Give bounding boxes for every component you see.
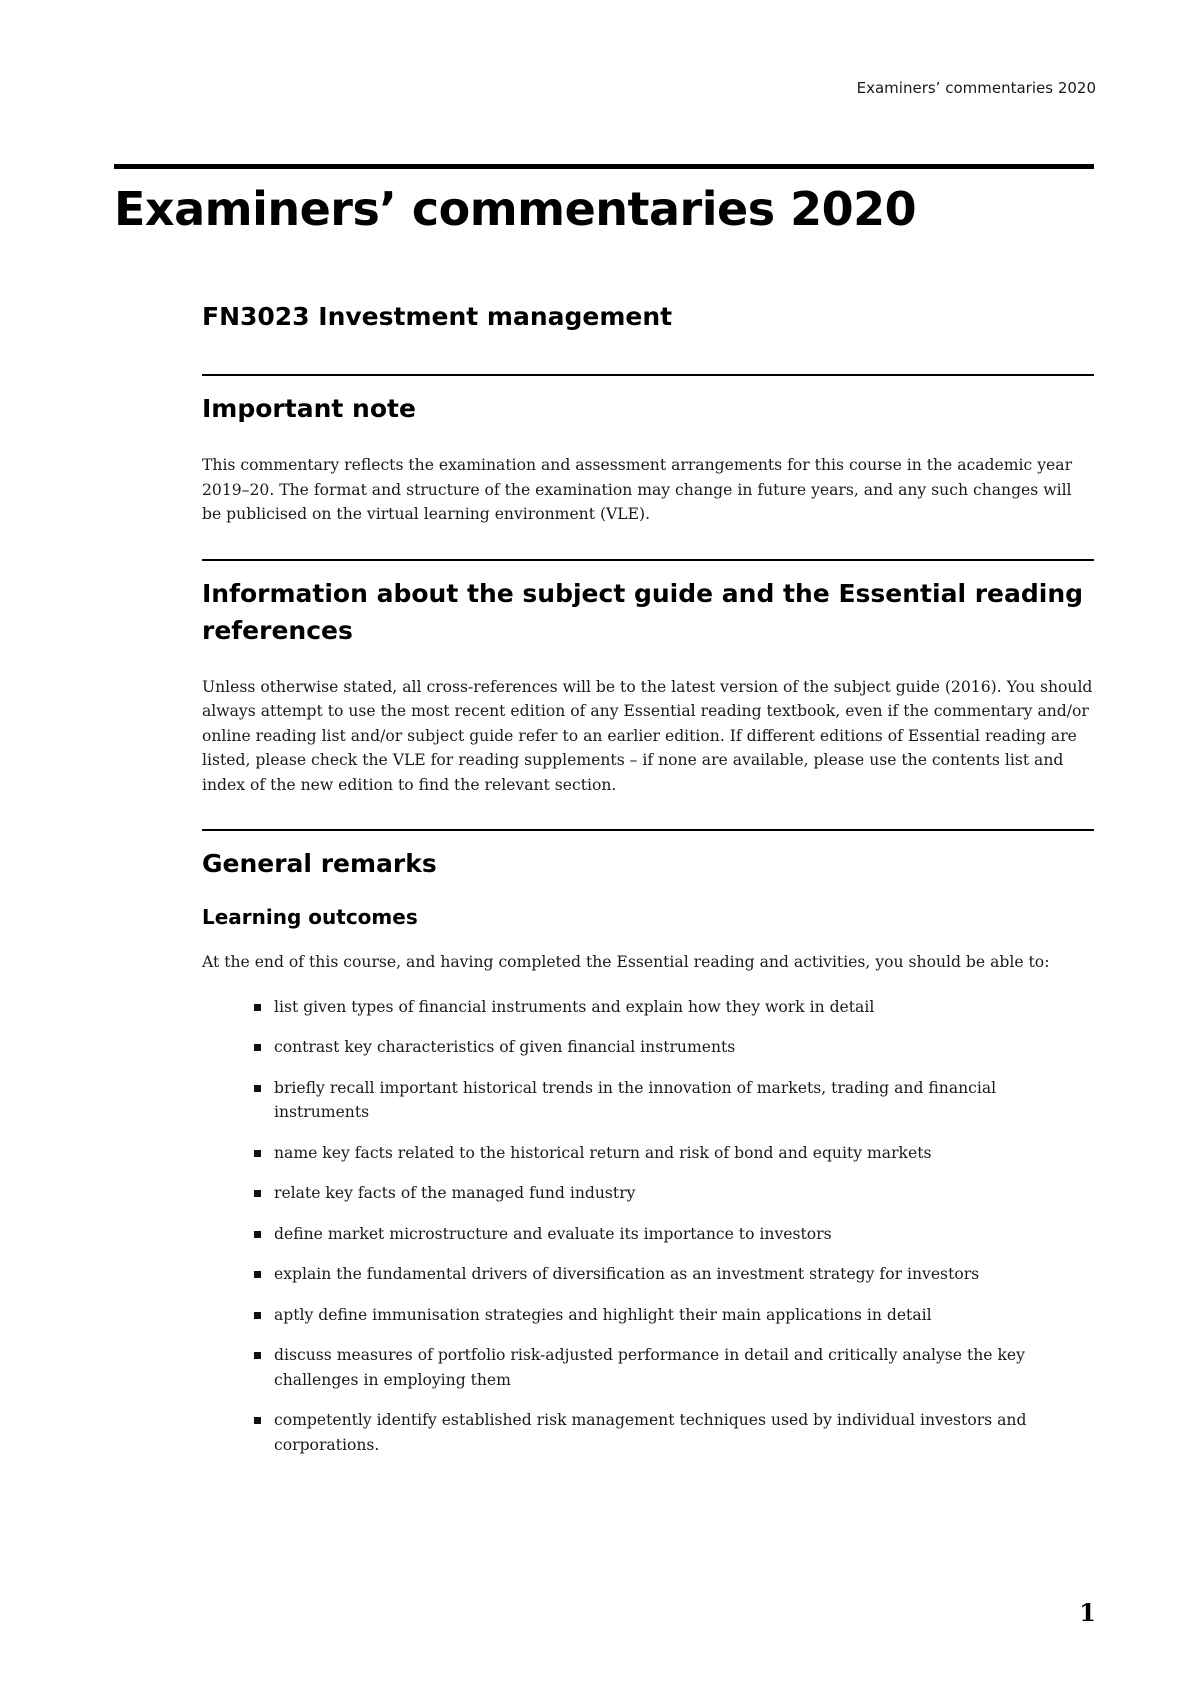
list-item-text: define market microstructure and evaluate its importance to investors [274,1224,832,1243]
list-item [254,1343,1094,1392]
bullet-icon [254,1417,261,1424]
list-item [254,1262,1094,1287]
bullet-icon [254,1352,261,1359]
important-note-section [202,374,1094,527]
subject-guide-body: Unless otherwise stated, all cross-references will be to the latest version of the subject guide (2016). You should always attempt to use the most recent edition of any Essential reading textbook, even if the commentary and/or online reading list and/or subject guide refer to an earlier edition. If different editions of Essential reading are listed, please check the VLE for reading supplements – if none are available, please use the contents list and index of the new edition to find the relevant section. [202,677,1093,794]
important-note-heading: Important note [202,394,416,423]
general-remarks-heading: General remarks [202,849,437,878]
page-number: 1 [1079,1598,1096,1627]
list-item [254,1222,1094,1247]
list-item [254,1408,1094,1457]
list-item [254,1181,1094,1206]
list-item [254,1141,1094,1166]
bullet-icon [254,1271,261,1278]
list-item-text: contrast key characteristics of given financial instruments [274,1038,736,1056]
bullet-icon [254,1231,261,1238]
learning-outcomes-intro: At the end of this course, and having completed the Essential reading and activities, you should be able to: [202,953,1050,971]
list-item-text: discuss measures of portfolio risk-adjusted performance in detail and critically analyse the key challenges in employing them [274,1346,1025,1389]
learning-outcomes-heading: Learning outcomes [202,905,418,929]
main-content [202,296,1094,1475]
list-item-text: list given types of financial instruments and explain how they work in detail [274,997,875,1016]
bullet-icon [254,1044,261,1051]
course-title: FN3023 Investment management [202,302,673,331]
bullet-icon [254,1085,261,1092]
important-note-body: This commentary reflects the examination and assessment arrangements for this course in the academic year 2019–20. The format and structure of the examination may change in future years, and any such changes will be publicised on the virtual learning environment (VLE). [202,456,1073,523]
list-item-text: explain the fundamental drivers of diversification as an investment strategy for investors [274,1265,980,1283]
list-item-text: briefly recall important historical trends in the innovation of markets, trading and financial instruments [274,1078,997,1121]
list-item-text: relate key facts of the managed fund industry [274,1184,636,1202]
subject-guide-heading: Information about the subject guide and the Essential reading references [202,578,1084,645]
list-item-text: name key facts related to the historical return and risk of bond and equity markets [274,1143,932,1162]
list-item [254,1076,1094,1125]
running-header: Examiners’ commentaries 2020 [856,79,1096,97]
bullet-icon [254,1190,261,1197]
list-item-text: competently identify established risk management techniques used by individual investors and corporations. [274,1411,1027,1454]
bullet-icon [254,1312,261,1319]
subject-guide-section [202,559,1094,798]
general-remarks-section [202,829,1094,1457]
list-item [254,1035,1094,1060]
title-rule [114,164,1094,169]
list-item [254,995,1094,1020]
bullet-icon [254,1150,261,1157]
list-item-text: aptly define immunisation strategies and highlight their main applications in detail [274,1305,932,1324]
document-title: Examiners’ commentaries 2020 [114,182,917,236]
list-item [254,1303,1094,1328]
learning-outcomes-list [202,995,1094,1458]
bullet-icon [254,1004,261,1011]
